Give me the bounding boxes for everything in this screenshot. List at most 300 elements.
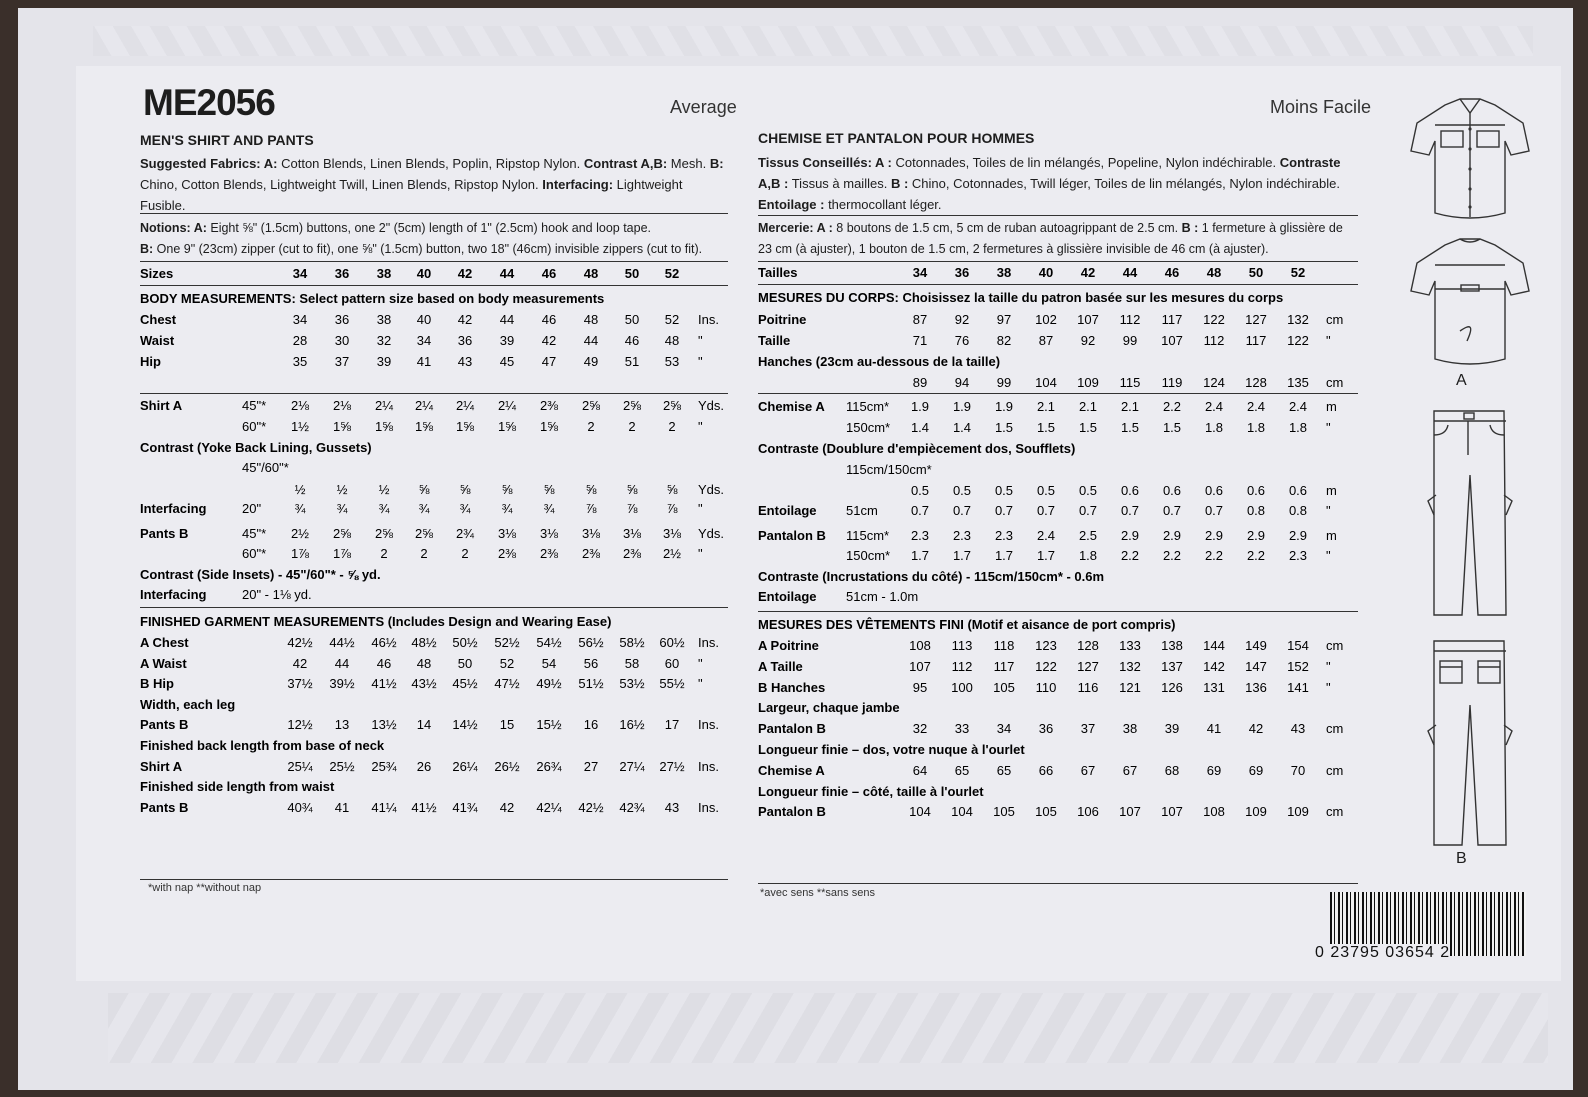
fabrics-en: Suggested Fabrics: A: Cotton Blends, Linen Blends, Poplin, Ripstop Nylon. Contrast A,B: Mesh. B: Chino, Cotton Blends, Lightweight Twill, Linen Blends, Ripstop Nylon. Interfacing: Lightweight Fusible. — [140, 156, 724, 213]
table-cell: 1.9 — [910, 399, 930, 414]
table-cell: ⅝ — [418, 482, 430, 497]
table-cell: 39 — [499, 333, 515, 348]
table-cell: 25¾ — [371, 758, 397, 774]
table-cell: 1⅝ — [455, 419, 475, 434]
row-label: Waist — [140, 333, 175, 348]
table-cell: 42 — [457, 312, 473, 327]
table-cell: 48 — [416, 655, 432, 671]
table-cell: 2 — [668, 419, 676, 434]
table-cell: 132 — [1119, 658, 1141, 674]
table-cell: 136 — [1245, 679, 1267, 695]
table-cell: 39½ — [329, 676, 355, 692]
sizes-label: Sizes — [140, 266, 174, 281]
table-cell: 2.1 — [1120, 399, 1140, 414]
table-cell: 82 — [996, 333, 1012, 348]
table-cell: 0.7 — [994, 503, 1014, 518]
table-cell: 97 — [996, 312, 1012, 327]
table-cell: 0.5 — [994, 483, 1014, 498]
unit-label: m — [1326, 399, 1337, 414]
table-cell: 121 — [1119, 679, 1141, 695]
unit-label: " — [1326, 420, 1331, 435]
footnote-fr: *avec sens **sans sens — [760, 887, 875, 899]
table-cell: 41½ — [371, 676, 397, 692]
row-label: Entoilage — [758, 503, 817, 518]
table-cell: 0.6 — [1120, 483, 1140, 498]
table-cell: 36 — [457, 333, 473, 348]
table-cell: 14 — [416, 717, 432, 733]
table-cell: 41¼ — [371, 799, 397, 815]
table-cell: 0.7 — [1204, 503, 1224, 518]
table-cell: 2⅛ — [332, 398, 352, 413]
table-cell: 0.5 — [910, 483, 930, 498]
table-cell: 89 — [912, 375, 928, 390]
unit-label: cm — [1326, 312, 1344, 327]
table-cell: 65 — [954, 762, 970, 778]
table-cell: 2.4 — [1036, 528, 1056, 543]
table-cell: 0.7 — [1120, 503, 1140, 518]
yardage-row — [758, 503, 1358, 523]
row-label: Pantalon B — [758, 804, 826, 820]
table-cell: 25¼ — [287, 758, 313, 774]
yardage-row — [758, 589, 1358, 609]
table-cell: 69 — [1248, 762, 1264, 778]
unit-label: " — [1326, 548, 1331, 563]
table-cell: 132 — [1287, 312, 1309, 327]
table-cell: 60½ — [659, 635, 685, 650]
table-cell: 0.5 — [1036, 483, 1056, 498]
table-cell: 42 — [541, 333, 557, 348]
table-cell: 126 — [1161, 679, 1183, 695]
finished-row — [758, 680, 1358, 700]
finished-row — [758, 763, 1358, 783]
table-cell: 1.7 — [1036, 548, 1056, 563]
table-cell: 13½ — [371, 717, 397, 733]
table-cell: 0.6 — [1288, 483, 1308, 498]
skill-level-fr: Moins Facile — [1270, 97, 1372, 117]
table-cell: 149 — [1245, 638, 1267, 653]
fabric-width: 51cm — [846, 503, 878, 518]
table-cell: 43 — [457, 354, 473, 369]
sizes-label: Tailles — [758, 265, 798, 280]
unit-label: Ins. — [698, 635, 719, 650]
table-cell: 2¼ — [414, 398, 434, 413]
table-cell: ⅝ — [543, 482, 555, 497]
table-cell: ¾ — [459, 501, 471, 516]
unit-label: cm — [1326, 762, 1344, 778]
row-label: Taille — [758, 333, 791, 348]
table-cell: 0.7 — [910, 503, 930, 518]
table-cell: 109 — [1287, 804, 1309, 820]
table-cell: 2⅝ — [622, 398, 642, 413]
table-cell: 123 — [1035, 638, 1057, 653]
table-cell: 50½ — [452, 635, 478, 650]
table-cell: 12½ — [287, 717, 313, 733]
table-cell: 154 — [1287, 638, 1309, 653]
row-label: Width, each leg — [140, 696, 236, 712]
table-cell: 44½ — [329, 635, 355, 650]
table-cell: 50 — [624, 312, 640, 327]
table-cell: 54½ — [536, 635, 562, 650]
unit-label: cm — [1326, 721, 1344, 737]
finished-row — [758, 721, 1358, 741]
row-label: Contraste (Incrustations du côté) - 115cm/150cm* - 0.6m — [758, 569, 1105, 584]
table-row — [758, 333, 1358, 353]
table-cell: 2.3 — [910, 528, 930, 543]
row-label: A Taille — [758, 658, 803, 674]
table-cell: 54 — [541, 655, 557, 671]
table-cell: 3⅛ — [581, 526, 601, 541]
table-cell: 119 — [1161, 375, 1183, 390]
row-label: Chest — [140, 312, 177, 327]
unit-label: " — [1326, 658, 1331, 674]
table-cell: 2¼ — [497, 398, 517, 413]
size-header: 34 — [912, 265, 928, 280]
table-row — [140, 333, 730, 353]
table-cell: 0.7 — [1036, 503, 1056, 518]
table-cell: 110 — [1035, 679, 1057, 695]
table-cell: 138 — [1161, 638, 1183, 653]
table-cell: 50 — [457, 655, 473, 671]
unit-label: " — [1326, 679, 1331, 695]
row-label: Contrast (Side Insets) - 45"/60"* - ⅝ yd. — [140, 567, 381, 582]
table-cell: 47½ — [494, 676, 520, 692]
table-cell: ½ — [336, 482, 348, 497]
table-cell: 107 — [909, 658, 931, 674]
fabric-width: 115cm* — [846, 399, 890, 414]
table-cell: 141 — [1287, 679, 1309, 695]
row-label: B Hip — [140, 676, 174, 692]
unit-label: " — [1326, 333, 1331, 348]
table-cell: 1⅝ — [497, 419, 517, 434]
finished-row — [758, 638, 1358, 658]
table-cell: 45 — [499, 354, 515, 369]
table-cell: 42¼ — [536, 799, 562, 815]
table-cell: 105 — [993, 804, 1015, 820]
size-header: 50 — [624, 266, 640, 281]
table-cell: 2⅜ — [622, 546, 642, 561]
row-label: Chemise A — [758, 399, 825, 414]
table-cell: 16½ — [619, 717, 645, 733]
table-cell: 2⅝ — [414, 526, 434, 541]
row-label: Shirt A — [140, 758, 183, 774]
table-cell: 51½ — [578, 676, 604, 692]
fabric-width: 20" — [242, 501, 262, 516]
table-cell: 2½ — [662, 546, 682, 561]
row-label: Contrast (Yoke Back Lining, Gussets) — [140, 440, 372, 455]
table-cell: 1.5 — [1078, 420, 1098, 435]
finished-row — [758, 784, 1358, 804]
table-cell: 117 — [993, 658, 1015, 674]
table-cell: 48 — [583, 312, 599, 327]
table-cell: 1.5 — [1162, 420, 1182, 435]
fabric-width: 150cm* — [846, 548, 891, 563]
unit-label: " — [698, 501, 703, 516]
table-cell: 34 — [996, 721, 1012, 737]
table-cell: 2⅜ — [539, 398, 559, 413]
table-cell: 36 — [1038, 721, 1054, 737]
table-cell: 2.9 — [1120, 528, 1140, 543]
yardage-row — [758, 548, 1358, 568]
size-header: 50 — [1248, 265, 1264, 280]
table-cell: 144 — [1203, 638, 1225, 653]
table-cell: 3⅛ — [497, 526, 517, 541]
table-cell: 2.9 — [1288, 528, 1308, 543]
size-header: 48 — [1206, 265, 1222, 280]
table-cell: 92 — [1080, 333, 1096, 348]
finished-row — [758, 659, 1358, 679]
yardage-row — [140, 546, 730, 566]
table-cell: 112 — [1119, 312, 1141, 327]
table-cell: 44 — [583, 333, 599, 348]
table-cell: 26½ — [494, 758, 520, 774]
table-cell: 1.8 — [1204, 420, 1224, 435]
table-cell: 113 — [951, 638, 973, 653]
fabric-width: 115cm* — [846, 528, 890, 543]
table-cell: 1.8 — [1078, 548, 1098, 563]
table-cell: 95 — [912, 679, 928, 695]
table-cell: 76 — [954, 333, 970, 348]
unit-label: " — [698, 676, 703, 692]
table-cell: 15 — [499, 717, 515, 733]
size-header: 36 — [334, 266, 350, 281]
table-cell: ½ — [294, 482, 306, 497]
table-cell: 49½ — [536, 676, 562, 692]
unit-label: Yds. — [698, 526, 725, 541]
finished-row — [140, 800, 730, 820]
table-cell: 142 — [1203, 658, 1225, 674]
table-cell: ¾ — [543, 501, 555, 516]
table-cell: 117 — [1245, 333, 1267, 348]
table-cell: ⅝ — [666, 482, 678, 497]
divider — [758, 284, 1358, 285]
table-cell: 2 — [587, 419, 595, 434]
table-cell: 52 — [664, 312, 680, 327]
table-cell: 2⅝ — [581, 398, 601, 413]
table-cell: 1⅝ — [539, 419, 559, 434]
table-cell: 43½ — [411, 676, 437, 692]
table-cell: 26¾ — [536, 758, 562, 774]
divider — [140, 879, 728, 880]
fabric-width: 60"* — [242, 419, 267, 434]
finished-row — [758, 700, 1358, 720]
table-cell: 42½ — [578, 799, 604, 815]
fabric-width: 45"* — [242, 526, 267, 541]
table-cell: 48½ — [411, 635, 437, 650]
table-cell: 0.7 — [952, 503, 972, 518]
row-label: Shirt A — [140, 398, 183, 413]
pants-back-illustration — [1420, 635, 1520, 850]
table-cell: 56 — [583, 655, 599, 671]
table-cell: 41 — [416, 354, 432, 369]
row-label: Interfacing — [140, 587, 207, 602]
table-cell: 28 — [292, 333, 308, 348]
table-cell: 100 — [951, 679, 973, 695]
table-cell: 118 — [993, 638, 1015, 653]
table-cell: 1.4 — [910, 420, 930, 435]
row-label: Longueur finie – dos, votre nuque à l'ourlet — [758, 742, 1025, 757]
table-cell: ¾ — [294, 501, 306, 516]
table-cell: 0.5 — [1078, 483, 1098, 498]
table-cell: 55½ — [659, 676, 685, 692]
table-cell: 3⅛ — [622, 526, 642, 541]
yardage-row — [758, 441, 1358, 461]
table-cell: 41¾ — [452, 799, 478, 815]
table-cell: 26¼ — [452, 758, 478, 774]
row-label: Entoilage — [758, 589, 817, 604]
row-label: Pantalon B — [758, 528, 826, 543]
table-cell: 58 — [624, 655, 640, 671]
table-cell: 2.1 — [1036, 399, 1056, 414]
table-cell: 34 — [292, 312, 308, 327]
table-cell: 122 — [1035, 658, 1057, 674]
row-label: Finished side length from waist — [140, 779, 335, 795]
size-header: 38 — [996, 265, 1012, 280]
table-cell: 33 — [954, 721, 970, 737]
unit-label: " — [698, 354, 703, 369]
table-cell: 99 — [996, 375, 1012, 390]
table-cell: 2.4 — [1288, 399, 1308, 414]
size-header: 40 — [1038, 265, 1054, 280]
table-cell: 51 — [624, 354, 640, 369]
divider — [140, 607, 728, 608]
yardage-row — [140, 419, 730, 439]
table-cell: 2.4 — [1204, 399, 1224, 414]
finished-row — [140, 676, 730, 696]
sizes-row — [140, 266, 730, 286]
unit-label: " — [698, 546, 703, 561]
size-header: 38 — [376, 266, 392, 281]
table-cell: 2.2 — [1204, 548, 1224, 563]
table-cell: 1.9 — [994, 399, 1014, 414]
yardage-row — [140, 482, 730, 502]
table-cell: ¾ — [336, 501, 348, 516]
table-cell: 104 — [909, 804, 931, 820]
table-cell: 46 — [624, 333, 640, 348]
size-header: 34 — [292, 266, 308, 281]
table-cell: 128 — [1245, 375, 1267, 390]
table-cell: 117 — [1161, 312, 1183, 327]
unit-label: Ins. — [698, 717, 719, 733]
table-cell: 1.7 — [952, 548, 972, 563]
table-cell: 3⅛ — [662, 526, 682, 541]
fabric-width: 20" - 1⅛ yd. — [242, 587, 312, 602]
unit-label: " — [698, 419, 703, 434]
divider — [758, 393, 1358, 394]
yardage-row — [140, 587, 730, 607]
divider — [758, 611, 1358, 612]
table-cell: 34 — [416, 333, 432, 348]
table-cell: 1⅝ — [374, 419, 394, 434]
row-label: Hanches (23cm au-dessous de la taille) — [758, 354, 1001, 369]
table-cell: 1.5 — [1120, 420, 1140, 435]
body-measurements-title: MESURES DU CORPS: Choisissez la taille du patron basée sur les mesures du corps — [758, 290, 1284, 305]
table-cell: 122 — [1287, 333, 1309, 348]
table-cell: 13 — [334, 717, 350, 733]
table-cell: 2⅛ — [290, 398, 310, 413]
table-cell: 32 — [376, 333, 392, 348]
table-cell: 124 — [1203, 375, 1225, 390]
table-cell: 2¾ — [455, 526, 475, 541]
sizes-row — [758, 265, 1358, 285]
body-measurements-title: BODY MEASUREMENTS: Select pattern size based on body measurements — [140, 291, 605, 306]
table-cell: 94 — [954, 375, 970, 390]
table-cell: 58½ — [619, 635, 645, 650]
table-cell: 102 — [1035, 312, 1057, 327]
table-cell: 36 — [334, 312, 350, 327]
table-cell: 0.7 — [1078, 503, 1098, 518]
table-cell: 133 — [1119, 638, 1141, 653]
table-cell: 2 — [380, 546, 388, 561]
table-cell: 53 — [664, 354, 680, 369]
finished-row — [140, 656, 730, 676]
table-cell: 42 — [499, 799, 515, 815]
table-cell: 0.7 — [1162, 503, 1182, 518]
unit-label: Ins. — [698, 312, 719, 327]
table-row — [758, 312, 1358, 332]
yardage-row — [140, 501, 730, 521]
table-cell: 44 — [334, 655, 350, 671]
table-cell: 40 — [416, 312, 432, 327]
table-cell: 105 — [993, 679, 1015, 695]
table-cell: ¾ — [378, 501, 390, 516]
table-cell: 1⅞ — [332, 546, 352, 561]
table-cell: 127 — [1077, 658, 1099, 674]
table-cell: 67 — [1122, 762, 1138, 778]
table-cell: 2⅜ — [539, 546, 559, 561]
yardage-row — [140, 440, 730, 460]
table-cell: 137 — [1161, 658, 1183, 674]
finished-measurements-title: MESURES DES VÊTEMENTS FINI (Motif et aisance de port compris) — [758, 617, 1176, 632]
table-cell: 16 — [583, 717, 599, 733]
table-cell: 2¼ — [374, 398, 394, 413]
yardage-row — [758, 462, 1358, 482]
table-cell: 2¼ — [455, 398, 475, 413]
table-cell: 107 — [1161, 333, 1183, 348]
fabric-width: 45"* — [242, 398, 267, 413]
table-cell: 87 — [1038, 333, 1054, 348]
row-label: Poitrine — [758, 312, 807, 327]
size-header: 46 — [541, 266, 557, 281]
notions-fr: Mercerie: A : 8 boutons de 1.5 cm, 5 cm de ruban autoagrippant de 2.5 cm. B : 1 fermeture à glissière de 23 cm (à ajuster), 1 bouton de 1.5 cm, 2 fermetures à glissière invisible de 46 cm (à ajuster). — [758, 221, 1343, 256]
table-cell: 60 — [664, 655, 680, 671]
footnote-en: *with nap **without nap — [148, 882, 262, 894]
table-cell: 1⅝ — [332, 419, 352, 434]
row-label: A Chest — [140, 635, 189, 650]
yardage-row — [140, 460, 730, 480]
unit-label: Ins. — [698, 758, 719, 774]
table-cell: 14½ — [452, 717, 478, 733]
table-cell: 30 — [334, 333, 350, 348]
table-cell: 2.9 — [1204, 528, 1224, 543]
finished-row — [758, 742, 1358, 762]
finished-measurements-title: FINISHED GARMENT MEASUREMENTS (Includes Design and Wearing Ease) — [140, 614, 612, 629]
unit-label: Yds. — [698, 398, 725, 413]
yardage-row — [758, 528, 1358, 548]
table-cell: 106 — [1077, 804, 1099, 820]
table-cell: 39 — [1164, 721, 1180, 737]
yardage-row — [140, 526, 730, 546]
table-cell: 52 — [499, 655, 515, 671]
table-cell: 25½ — [329, 758, 355, 774]
table-cell: 2 — [461, 546, 469, 561]
table-cell: 2.9 — [1246, 528, 1266, 543]
table-cell: 99 — [1122, 333, 1138, 348]
finished-row — [140, 738, 730, 758]
table-cell: 2.9 — [1162, 528, 1182, 543]
table-cell: 69 — [1206, 762, 1222, 778]
table-cell: 2.3 — [1288, 548, 1308, 563]
row-label: Pants B — [140, 717, 189, 733]
